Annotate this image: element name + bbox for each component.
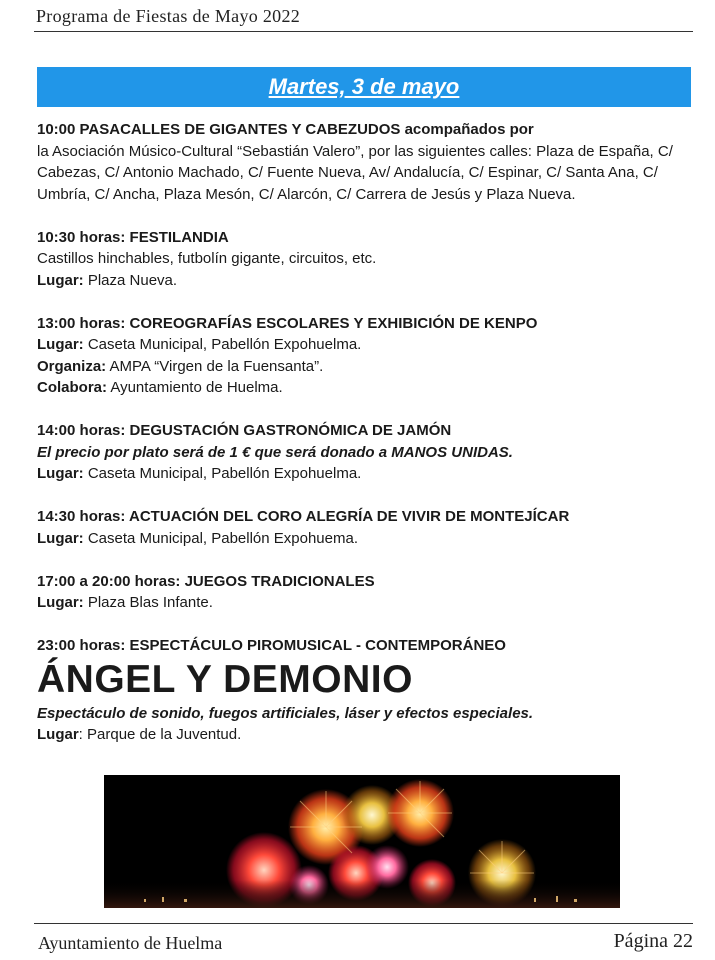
event-note: El precio por plato será de 1 € que será donado a MANOS UNIDAS. xyxy=(37,443,513,461)
event-description: la Asociación Músico-Cultural “Sebastián Valero”, por las siguientes calles: Plaza de España, C/ Cabezas, C/ Antonio Machado, C/ Fuente Nueva, Av/ Andalucía, C/ Espinar, C/ Santa Ana, C/ Umbría, C/ Ancha, Plaza Mesón, C/ Alarcón, C/ Carrera de Jesús y Plaza Nueva. xyxy=(37,142,673,203)
page-number: Página 22 xyxy=(613,930,693,952)
event-heading: 14:30 horas: ACTUACIÓN DEL CORO ALEGRÍA DE VIVIR DE MONTEJÍCAR xyxy=(37,508,570,525)
organizer-label: Organiza: xyxy=(37,357,107,375)
place-value: : Parque de la Juventud. xyxy=(78,726,242,743)
page-header-title: Programa de Fiestas de Mayo 2022 xyxy=(36,6,301,26)
event-place xyxy=(37,270,677,292)
fireworks-illustration xyxy=(104,775,620,908)
event-place xyxy=(37,528,677,550)
event-heading: 17:00 a 20:00 horas: JUEGOS TRADICIONALES xyxy=(37,572,375,590)
place-label: Lugar: xyxy=(37,271,84,289)
event-heading: 10:00 PASACALLES DE GIGANTES Y CABEZUDOS acompañados por xyxy=(37,121,534,138)
place-label: Lugar: xyxy=(37,529,84,547)
event-item xyxy=(37,506,677,549)
place-value: Caseta Municipal, Pabellón Expohuelma. xyxy=(83,336,362,353)
place-label: Lugar xyxy=(37,726,79,743)
event-heading: 14:00 horas: DEGUSTACIÓN GASTRONÓMICA DE JAMÓN xyxy=(37,422,452,439)
event-heading: 23:00 horas: ESPECTÁCULO PIROMUSICAL - CONTEMPORÁNEO xyxy=(37,637,506,654)
event-item xyxy=(37,313,677,399)
event-place xyxy=(37,592,677,614)
footer-divider xyxy=(34,923,693,924)
event-place xyxy=(37,463,677,485)
place-value: Plaza Blas Infante. xyxy=(83,594,213,611)
fireworks-image xyxy=(104,775,620,908)
show-title: ÁNGEL Y DEMONIO xyxy=(37,657,413,701)
place-value: Caseta Municipal, Pabellón Expohuelma. xyxy=(83,465,362,482)
collaborator-value: Ayuntamiento de Huelma. xyxy=(107,379,283,396)
place-label: Lugar: xyxy=(37,465,84,482)
organizer-value: AMPA “Virgen de la Fuensanta”. xyxy=(106,357,324,375)
event-collaborator xyxy=(37,377,677,399)
event-list xyxy=(37,119,677,746)
collaborator-label: Colabora: xyxy=(37,379,108,396)
event-heading: 13:00 horas: COREOGRAFÍAS ESCOLARES Y EXHIBICIÓN DE KENPO xyxy=(37,314,538,332)
event-item xyxy=(37,119,677,205)
place-label: Lugar: xyxy=(37,594,84,611)
footer-organization: Ayuntamiento de Huelma xyxy=(38,933,223,953)
day-banner xyxy=(37,67,691,107)
event-description: Castillos hinchables, futbolín gigante, circuitos, etc. xyxy=(37,250,377,267)
event-note: Espectáculo de sonido, fuegos artificiales, láser y efectos especiales. xyxy=(37,704,534,722)
header-divider xyxy=(34,31,693,32)
event-place xyxy=(37,724,677,746)
event-item xyxy=(37,635,677,746)
event-place xyxy=(37,334,677,356)
event-item xyxy=(37,420,677,485)
place-value: Caseta Municipal, Pabellón Expohuema. xyxy=(83,529,359,547)
place-value: Plaza Nueva. xyxy=(83,271,178,289)
event-heading: 10:30 horas: FESTILANDIA xyxy=(37,228,229,246)
place-label: Lugar: xyxy=(37,336,84,353)
event-item xyxy=(37,571,677,614)
event-organizer xyxy=(37,356,677,378)
event-item xyxy=(37,227,677,292)
day-title: Martes, 3 de mayo xyxy=(268,74,460,99)
